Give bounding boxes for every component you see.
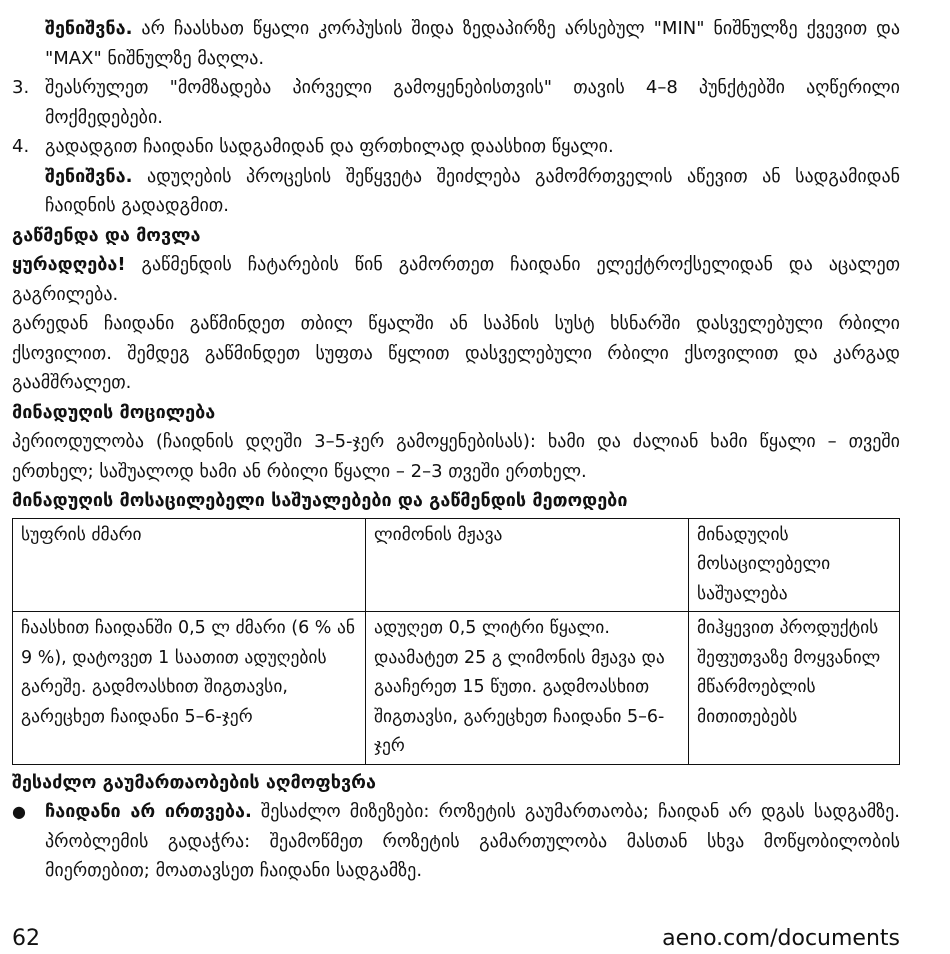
table-header-cell: მინადუღის მოსაცილებელი საშუალება: [689, 518, 900, 612]
step-item: [12, 73, 900, 132]
warning-label: ყურადღება!: [12, 254, 126, 275]
table-cell: მიჰყევით პროდუქტის შეფუთვაზე მოყვანილ მწარმოებლის მითითებებს: [689, 612, 900, 765]
table-header-row: [13, 518, 900, 612]
note-interrupt-boiling: [12, 162, 900, 221]
troubleshooting-heading: შესაძლო გაუმართაობების აღმოფხვრა: [12, 771, 376, 793]
page-number: 62: [12, 926, 40, 951]
note-fill-level: [12, 14, 900, 73]
descaling-methods-table: [12, 518, 900, 765]
note-label: შენიშვნა.: [45, 165, 133, 187]
cleaning-body: გარედან ჩაიდანი გაწმინდეთ თბილ წყალში ან საპნის სუსტ ხსნარში დასველებული რბილი ქსოვილით. შემდეგ გაწმინდეთ სუფთა წყლით დასველებული რბილი ქსოვილით და კარგად გაამშრალეთ.: [12, 313, 900, 393]
warning-text: გაწმენდის ჩატარების წინ გამორთეთ ჩაიდანი ელექტროქსელიდან და აცალეთ გაგრილება.: [12, 254, 900, 305]
table-header-cell: ლიმონის მჟავა: [366, 518, 689, 612]
cleaning-heading: გაწმენდა და მოვლა: [12, 224, 201, 246]
note-label: შენიშვნა.: [45, 18, 133, 39]
step-number: 3.: [12, 77, 30, 98]
cleaning-warning: [12, 250, 900, 309]
bullet-icon: ●: [12, 802, 26, 821]
table-cell: ჩაასხით ჩაიდანში 0,5 ლ ძმარი (6 % ან 9 %), დატოვეთ 1 საათით ადუღების გარეშე. გადმოასხით შიგთავსი, გარეცხეთ ჩაიდანი 5–6-ჯერ: [13, 612, 366, 765]
descaling-body: პერიოდულობა (ჩაიდნის დღეში 3–5-ჯერ გამოყენებისას): ხამი და ძალიან ხამი წყალი – თვეში ერთხელ; საშუალოდ ხამი ან რბილი წყალი – 2–3 თვეში ერთხელ.: [12, 431, 900, 482]
table-row: [13, 612, 900, 765]
list-item: [12, 797, 900, 886]
table-heading: მინადუღის მოსაცილებელი საშუალებები და გაწმენდის მეთოდები: [12, 490, 628, 511]
item-label: ჩაიდანი არ ირთვება.: [45, 801, 252, 822]
table-cell: ადუღეთ 0,5 ლიტრი წყალი. დაამატეთ 25 გ ლიმონის მჟავა და გააჩერეთ 15 წუთი. გადმოასხით შიგთავსი, გარეცხეთ ჩაიდანი 5–6-ჯერ: [366, 612, 689, 765]
step-item: [12, 132, 900, 162]
item-text: შესაძლო მიზეზები: როზეტის გაუმართაობა; ჩაიდან არ დგას სადგამზე. პრობლემის გადაჭრა: შეამოწმეთ როზეტის გამართულობა მასთან სხვა მოწყობილობის მიერთებით; მოათავსეთ ჩაიდანი სადგამზე.: [45, 801, 900, 881]
table-header-cell: სუფრის ძმარი: [13, 518, 366, 612]
descaling-heading: მინადუღის მოცილება: [12, 401, 216, 423]
manual-page: [12, 14, 900, 886]
note-text: ადუღების პროცესის შეწყვეტა შეიძლება გამომრთველის აწევით ან სადგამიდან ჩაიდნის გადადგმით.: [45, 165, 900, 216]
footer-site: aeno.com/documents: [662, 926, 900, 951]
step-text: გადადგით ჩაიდანი სადგამიდან და ფრთხილად დაასხით წყალი.: [45, 136, 614, 157]
troubleshooting-text: [45, 797, 900, 886]
step-number: 4.: [12, 136, 30, 157]
note-text: არ ჩაასხათ წყალი კორპუსის შიდა ზედაპირზე არსებულ "MIN" ნიშნულზე ქვევით და "MAX" ნიშნულზე მაღლა.: [45, 18, 900, 69]
page-footer: [12, 924, 900, 954]
step-text: შეასრულეთ "მომზადება პირველი გამოყენებისთვის" თავის 4–8 პუნქტებში აღწერილი მოქმედებები.: [45, 77, 900, 128]
